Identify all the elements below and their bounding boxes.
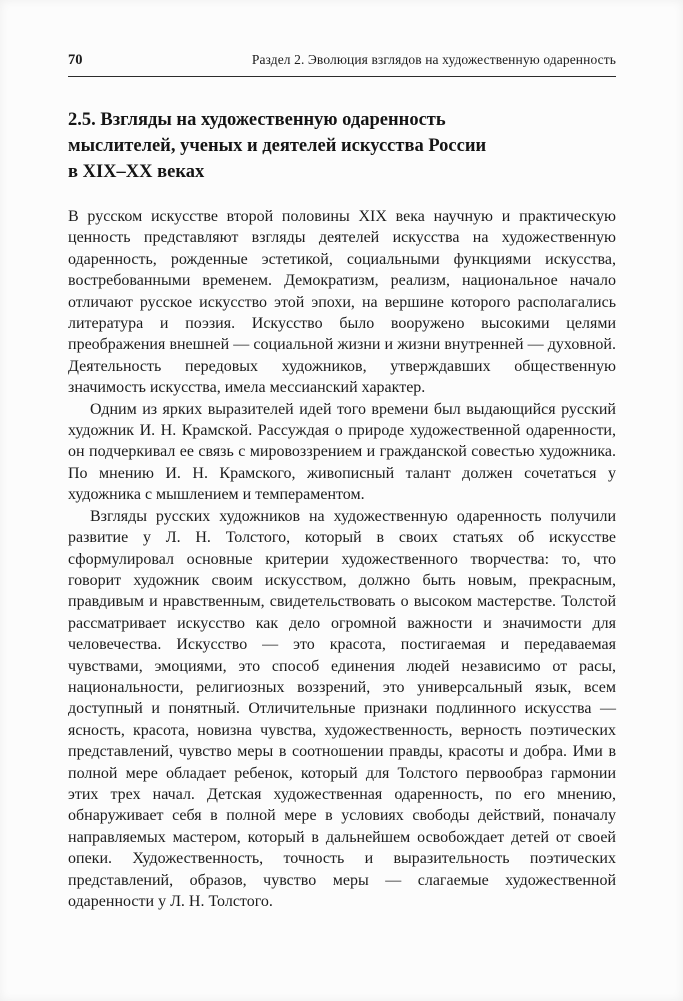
body-text (68, 206, 616, 912)
running-head-title: Раздел 2. Эволюция взглядов на художественную одаренность (251, 52, 616, 67)
paragraph: Взгляды русских художников на художественную одаренность получили развитие у Л. Н. Толстого, который в своих статьях об искусстве сформулировал основные критерии художественного творчества: то, что говорит художник своим искусством, должно быть новым, прекрасным, правдивым и нравственным, свидетельствовать о высоком мастерстве. Толстой рассматривает искусство как дело огромной важности и значимости для человечества. Искусство — это красота, постигаемая и передаваемая чувствами, эмоциями, это способ единения людей независимо от расы, национальности, религиозных воззрений, это универсальный язык, всем доступный и понятный. Отличительные признаки подлинного искусства — ясность, красота, новизна чувства, художественность, верность поэтических представлений, чувство меры в соотношении правды, красоты и добра. Ими в полной мере обладает ребенок, который для Толстого первообраз гармонии этих трех начал. Детская художественная одаренность, по его мнению, обнаруживает себя в полной мере в условиях свободы действий, поначалу направляемых мастером, который в дальнейшем освобождает детей от своей опеки. Художественность, точность и выразительность поэтических представлений, образов, чувство меры — слагаемые художественной одаренности у Л. Н. Толстого. (68, 507, 616, 910)
running-header (68, 52, 616, 77)
section-heading-line: в XIX–XX веках (68, 162, 205, 182)
paragraph: Одним из ярких выразителей идей того времени был выдающийся русский художник И. Н. Крамской. Рассуждая о природе художественной одаренности, он подчеркивал ее связь с мировоззрением и гражданской совестью художника. По мнению И. Н. Крамского, живописный талант должен сочетаться у художника с мышлением и темпераментом. (68, 400, 616, 504)
section-heading-line: 2.5. Взгляды на художественную одаренность (68, 110, 446, 130)
page-content (68, 52, 616, 912)
page-number: 70 (68, 52, 83, 68)
paragraph: В русском искусстве второй половины XIX века научную и практическую ценность представляют взгляды деятелей искусства на художественную одаренность, рожденные эстетикой, социальными функциями искусства, востребованными временем. Демократизм, реализм, национальное начало отличают русское искусство этой эпохи, на вершине которого располагались литература и поэзия. Искусство было вооружено высокими целями преображения внешней — социальной жизни и жизни внутренней — духовной. Деятельность передовых художников, утверждавших общественную значимость искусства, имела мессианский характер. (68, 208, 616, 397)
section-heading (68, 107, 616, 185)
section-heading-line: мыслителей, ученых и деятелей искусства России (68, 136, 487, 156)
